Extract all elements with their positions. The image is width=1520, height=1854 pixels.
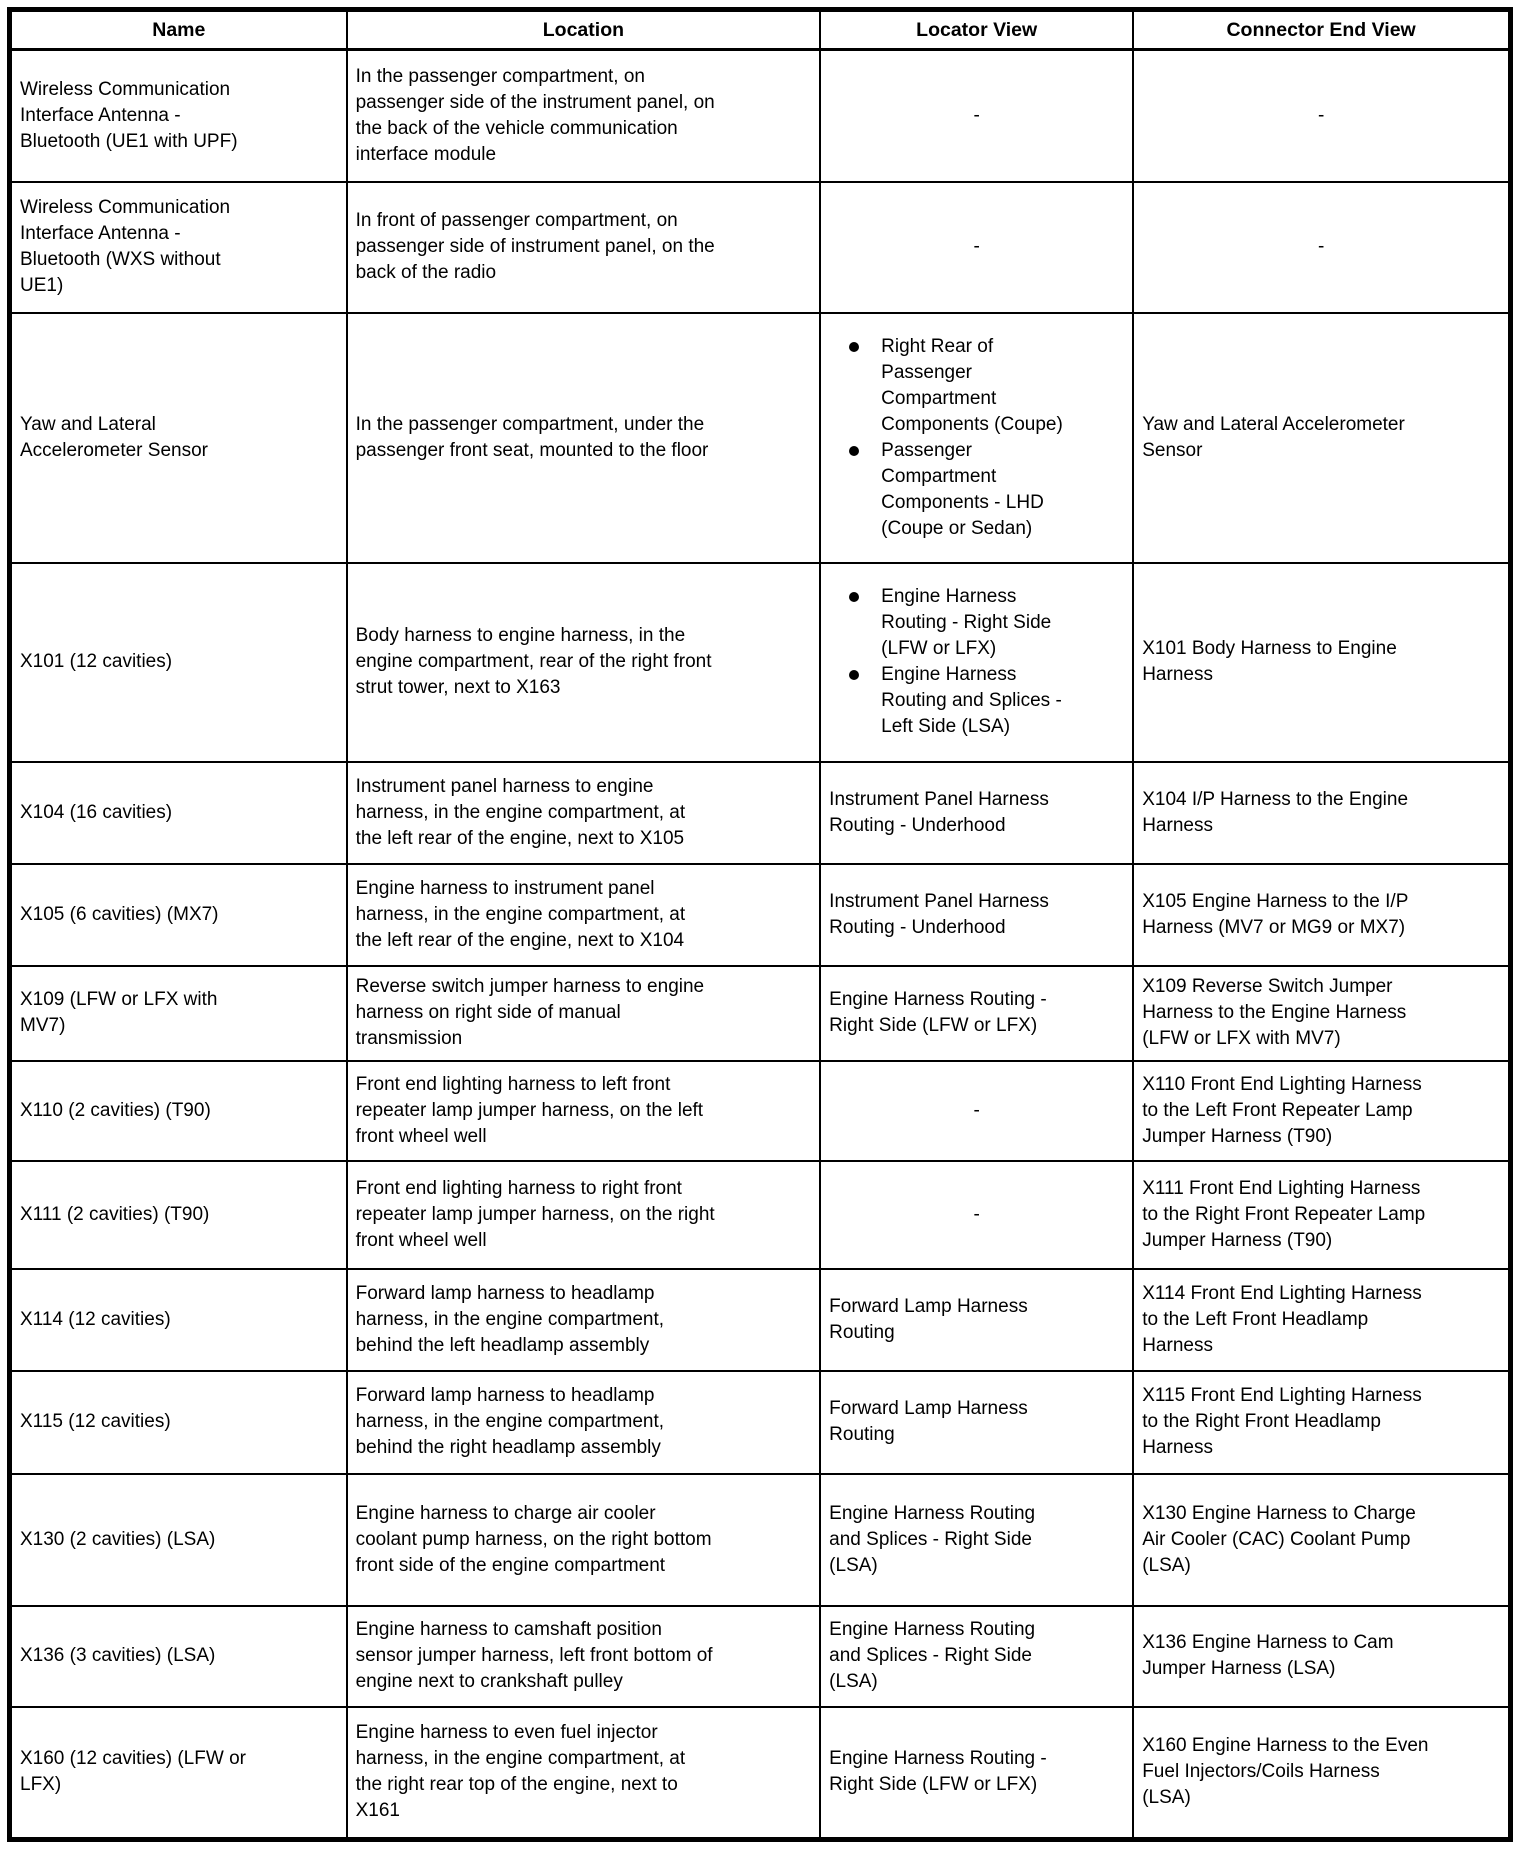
bullet-icon — [849, 446, 859, 456]
table-row — [10, 1161, 1511, 1269]
cell-text: Forward lamp harness to headlamp harness, in the engine compartment, behind the left headlamp assembly — [355, 1282, 665, 1356]
locator-view-cell — [820, 182, 1133, 313]
list-item — [849, 662, 1124, 740]
table-row — [10, 1606, 1511, 1707]
locator-view-cell — [820, 1606, 1133, 1707]
cell-text: Instrument panel harness to engine harness, in the engine compartment, at the left rear of the engine, next to X105 — [355, 775, 686, 849]
table-row — [10, 762, 1511, 864]
name-cell — [10, 864, 347, 966]
cell-text: X130 Engine Harness to Charge Air Cooler (CAC) Coolant Pump (LSA) — [1142, 1502, 1416, 1576]
name-cell — [10, 1474, 347, 1606]
name-cell — [10, 313, 347, 563]
table-row — [10, 864, 1511, 966]
location-cell — [347, 1606, 821, 1707]
cell-text: Forward lamp harness to headlamp harness, in the engine compartment, behind the right headlamp assembly — [355, 1385, 665, 1458]
locator-view-cell — [820, 1269, 1133, 1371]
cell-text: Wireless Communication Interface Antenna - Bluetooth (UE1 with UPF) — [20, 78, 238, 152]
cell-text: - — [973, 104, 980, 126]
name-cell — [10, 1371, 347, 1474]
table-row — [10, 563, 1511, 762]
bullet-icon — [849, 342, 859, 352]
table-row — [10, 1371, 1511, 1474]
name-cell — [10, 1161, 347, 1269]
cell-text: Reverse switch jumper harness to engine harness on right side of manual transmission — [355, 976, 705, 1049]
column-header-location: Location — [347, 10, 821, 50]
cell-text: Engine harness to camshaft position sensor jumper harness, left front bottom of engine next to crankshaft pulley — [355, 1619, 713, 1692]
connector-end-view-cell — [1133, 1161, 1510, 1269]
table-row — [10, 1474, 1511, 1606]
cell-text: Instrument Panel Harness Routing - Underhood — [829, 890, 1049, 938]
column-header-name: Name — [10, 10, 347, 50]
cell-text: X136 (3 cavities) (LSA) — [20, 1645, 216, 1666]
list-item — [849, 584, 1124, 662]
cell-text: X111 (2 cavities) (T90) — [20, 1203, 210, 1225]
connector-end-view-cell — [1133, 1061, 1510, 1161]
bullet-icon — [849, 670, 859, 680]
cell-text: X105 (6 cavities) (MX7) — [20, 903, 219, 925]
cell-text: Instrument Panel Harness Routing - Underhood — [829, 788, 1049, 836]
connector-end-view-cell — [1133, 1371, 1510, 1474]
cell-text: X130 (2 cavities) (LSA) — [20, 1528, 216, 1550]
cell-text: X104 I/P Harness to the Engine Harness — [1142, 788, 1409, 836]
cell-text: Forward Lamp Harness Routing — [829, 1398, 1028, 1445]
locator-view-cell — [820, 864, 1133, 966]
connector-end-view-cell — [1133, 563, 1510, 762]
locator-bullet-list — [829, 584, 1124, 740]
column-header-connector-end-view: Connector End View — [1133, 10, 1510, 50]
cell-text: - — [973, 236, 980, 257]
cell-text: Engine harness to even fuel injector harness, in the engine compartment, at the right rear top of the engine, next to X161 — [355, 1722, 686, 1822]
cell-text: X109 (LFW or LFX with MV7) — [20, 989, 218, 1036]
name-cell — [10, 182, 347, 313]
table-header-row — [10, 10, 1511, 50]
location-cell — [347, 1707, 821, 1840]
name-cell — [10, 1061, 347, 1161]
cell-text: Yaw and Lateral Accelerometer Sensor — [20, 413, 208, 461]
cell-text: In the passenger compartment, on passenger side of the instrument panel, on the back of the vehicle communication interface module — [355, 65, 715, 165]
cell-text: X114 Front End Lighting Harness to the Left Front Headlamp Harness — [1142, 1282, 1422, 1356]
table-row — [10, 50, 1511, 182]
locator-bullet-list — [829, 334, 1124, 542]
name-cell — [10, 1269, 347, 1371]
cell-text: X109 Reverse Switch Jumper Harness to the Engine Harness (LFW or LFX with MV7) — [1142, 976, 1407, 1049]
cell-text: Right Rear of Passenger Compartment Components (Coupe) — [881, 335, 1063, 435]
cell-text: - — [1317, 104, 1325, 126]
connector-end-view-cell — [1133, 1269, 1510, 1371]
name-cell — [10, 762, 347, 864]
location-cell — [347, 1269, 821, 1371]
location-cell — [347, 1161, 821, 1269]
cell-text: Forward Lamp Harness Routing — [829, 1295, 1028, 1343]
connector-end-view-cell — [1133, 1606, 1510, 1707]
cell-text: Engine Harness Routing and Splices - Left Side (LSA) — [881, 664, 1062, 737]
cell-text: Engine Harness Routing and Splices - Right Side (LSA) — [829, 1619, 1036, 1692]
connector-end-view-cell — [1133, 50, 1510, 182]
location-cell — [347, 563, 821, 762]
locator-view-cell — [820, 966, 1133, 1061]
cell-text: X110 Front End Lighting Harness to the Left Front Repeater Lamp Jumper Harness (T90) — [1142, 1073, 1422, 1147]
name-cell — [10, 563, 347, 762]
cell-text: X160 (12 cavities) (LFW or LFX) — [20, 1748, 246, 1796]
cell-text: Engine harness to charge air cooler coolant pump harness, on the right bottom front side of the engine compartment — [355, 1502, 712, 1576]
locator-view-cell — [820, 1161, 1133, 1269]
table-row — [10, 1707, 1511, 1840]
locator-view-cell — [820, 1474, 1133, 1606]
cell-text: X110 (2 cavities) (T90) — [20, 1099, 211, 1121]
column-header-locator-view: Locator View — [820, 10, 1133, 50]
table-row — [10, 182, 1511, 313]
name-cell — [10, 966, 347, 1061]
cell-text: X115 (12 cavities) — [20, 1411, 171, 1432]
cell-text: - — [973, 1099, 980, 1121]
table-row — [10, 1269, 1511, 1371]
cell-text: Front end lighting harness to right front repeater lamp jumper harness, on the right front wheel well — [355, 1177, 715, 1251]
locator-view-cell — [820, 50, 1133, 182]
location-cell — [347, 50, 821, 182]
cell-text: Engine Harness Routing - Right Side (LFW or LFX) — [829, 989, 1047, 1036]
cell-text: - — [973, 1203, 980, 1225]
cell-text: Engine Harness Routing - Right Side (LFW or LFX) — [881, 586, 1052, 659]
location-cell — [347, 182, 821, 313]
cell-text: Engine Harness Routing and Splices - Right Side (LSA) — [829, 1502, 1036, 1576]
cell-text: Yaw and Lateral Accelerometer Sensor — [1142, 413, 1405, 461]
cell-text: X115 Front End Lighting Harness to the Right Front Headlamp Harness — [1142, 1385, 1422, 1458]
location-cell — [347, 313, 821, 563]
list-item — [849, 334, 1124, 438]
cell-text: In the passenger compartment, under the passenger front seat, mounted to the floor — [355, 413, 709, 461]
location-cell — [347, 1371, 821, 1474]
cell-text: X160 Engine Harness to the Even Fuel Injectors/Coils Harness (LSA) — [1142, 1735, 1429, 1809]
connector-end-view-cell — [1133, 182, 1510, 313]
table-row — [10, 10, 1511, 50]
locator-view-cell — [820, 563, 1133, 762]
connector-end-view-cell — [1133, 1707, 1510, 1840]
locator-view-cell — [820, 1371, 1133, 1474]
locator-view-cell — [820, 313, 1133, 563]
locator-view-cell — [820, 1707, 1133, 1840]
name-cell — [10, 50, 347, 182]
cell-text: In front of passenger compartment, on passenger side of instrument panel, on the back of the radio — [355, 210, 715, 283]
table-row — [10, 966, 1511, 1061]
cell-text: Front end lighting harness to left front repeater lamp jumper harness, on the left front wheel well — [355, 1073, 704, 1147]
bullet-icon — [849, 592, 859, 602]
list-item — [849, 438, 1124, 542]
cell-text: Engine harness to instrument panel harness, in the engine compartment, at the left rear of the engine, next to X104 — [355, 877, 686, 951]
connector-table — [7, 7, 1513, 1842]
location-cell — [347, 864, 821, 966]
location-cell — [347, 966, 821, 1061]
cell-text: X104 (16 cavities) — [20, 801, 173, 823]
connector-end-view-cell — [1133, 966, 1510, 1061]
cell-text: Wireless Communication Interface Antenna - Bluetooth (WXS without UE1) — [20, 197, 231, 296]
connector-end-view-cell — [1133, 762, 1510, 864]
cell-text: Passenger Compartment Components - LHD (Coupe or Sedan) — [881, 439, 1044, 539]
connector-end-view-cell — [1133, 1474, 1510, 1606]
location-cell — [347, 1474, 821, 1606]
cell-text: X105 Engine Harness to the I/P Harness (MV7 or MG9 or MX7) — [1142, 890, 1409, 938]
name-cell — [10, 1606, 347, 1707]
connector-end-view-cell — [1133, 313, 1510, 563]
locator-view-cell — [820, 762, 1133, 864]
cell-text: X136 Engine Harness to Cam Jumper Harness (LSA) — [1142, 1632, 1394, 1679]
cell-text: Body harness to engine harness, in the engine compartment, rear of the right front strut tower, next to X163 — [355, 625, 712, 698]
location-cell — [347, 762, 821, 864]
location-cell — [347, 1061, 821, 1161]
cell-text: X101 Body Harness to Engine Harness — [1142, 638, 1397, 685]
cell-text: X114 (12 cavities) — [20, 1308, 171, 1330]
cell-text: X101 (12 cavities) — [20, 651, 173, 672]
locator-view-cell — [820, 1061, 1133, 1161]
cell-text: X111 Front End Lighting Harness to the Right Front Repeater Lamp Jumper Harness (T90) — [1142, 1177, 1426, 1251]
table-row — [10, 1061, 1511, 1161]
cell-text: Engine Harness Routing - Right Side (LFW or LFX) — [829, 1748, 1047, 1796]
cell-text: - — [1317, 236, 1325, 257]
connector-end-view-cell — [1133, 864, 1510, 966]
table-row — [10, 313, 1511, 563]
name-cell — [10, 1707, 347, 1840]
